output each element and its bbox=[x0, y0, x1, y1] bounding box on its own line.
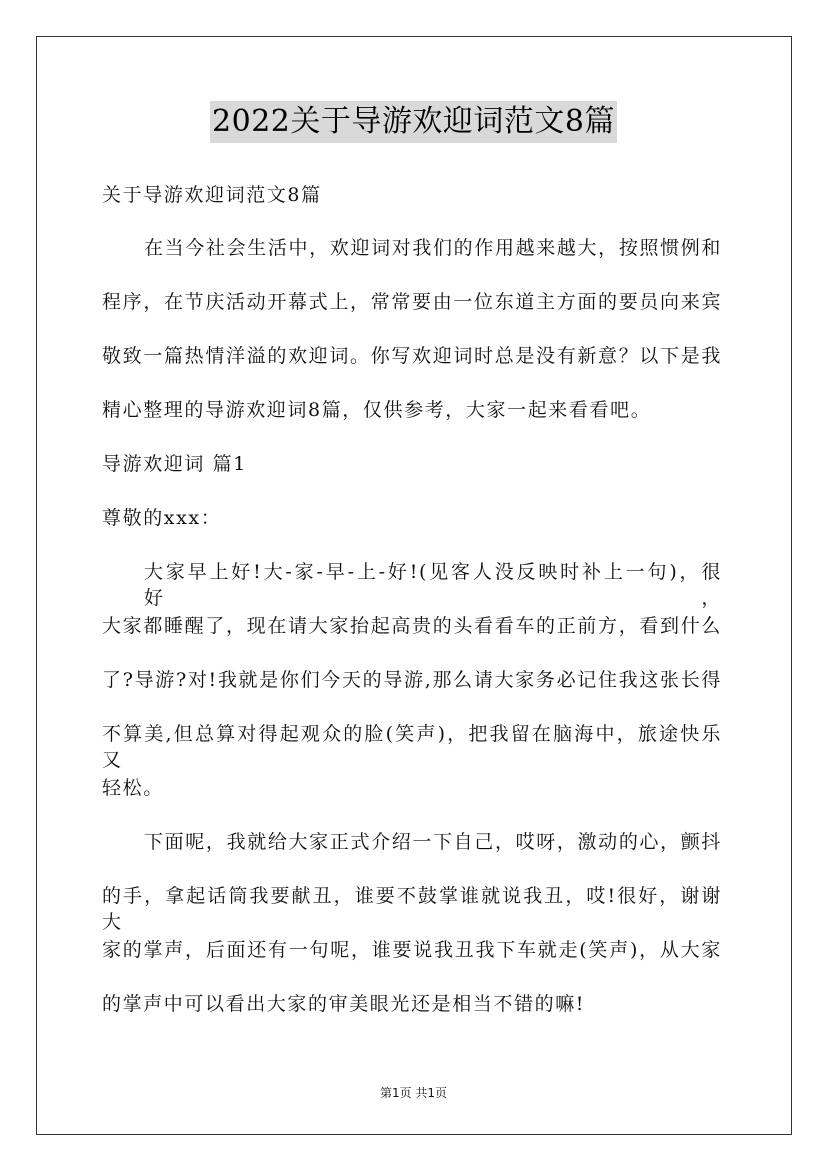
paragraph-line: 轻松。 bbox=[102, 777, 164, 799]
paragraph-line: 敬致一篇热情洋溢的欢迎词。你写欢迎词时总是没有新意？以下是我 bbox=[102, 345, 722, 367]
paragraph-line: 精心整理的导游欢迎词8篇，仅供参考，大家一起来看看吧。 bbox=[102, 399, 652, 421]
document-title: 2022关于导游欢迎词范文8篇 bbox=[210, 101, 617, 143]
paragraph-line: 程序，在节庆活动开幕式上，常常要由一位东道主方面的要员向来宾 bbox=[102, 291, 722, 313]
paragraph-line: 大家早上好!大-家-早-上-好!(见客人没反映时补上一句)，很好， bbox=[144, 561, 722, 609]
document-subtitle: 关于导游欢迎词范文8篇 bbox=[102, 184, 322, 206]
title-container bbox=[0, 101, 827, 143]
paragraph-line: 家的掌声，后面还有一句呢，谁要说我丑我下车就走(笑声)，从大家 bbox=[102, 939, 722, 961]
paragraph-line: 的手，拿起话筒我要献丑，谁要不鼓掌谁就说我丑，哎!很好，谢谢大 bbox=[102, 885, 722, 933]
paragraph-line: 下面呢，我就给大家正式介绍一下自己，哎呀，激动的心，颤抖 bbox=[144, 831, 722, 853]
paragraph-line: 不算美,但总算对得起观众的脸(笑声)，把我留在脑海中，旅途快乐又 bbox=[102, 723, 722, 771]
page-number: 第1页 共1页 bbox=[379, 1086, 448, 1100]
paragraph-line: 大家都睡醒了，现在请大家抬起高贵的头看看车的正前方，看到什么 bbox=[102, 615, 722, 637]
salutation: 尊敬的xxx： bbox=[102, 507, 222, 529]
paragraph-line: 的掌声中可以看出大家的审美眼光还是相当不错的嘛! bbox=[102, 993, 586, 1015]
section-heading: 导游欢迎词 篇1 bbox=[102, 453, 247, 475]
paragraph-line: 在当今社会生活中，欢迎词对我们的作用越来越大，按照惯例和 bbox=[144, 237, 722, 259]
paragraph-line: 了?导游?对!我就是你们今天的导游,那么请大家务必记住我这张长得 bbox=[102, 669, 722, 691]
